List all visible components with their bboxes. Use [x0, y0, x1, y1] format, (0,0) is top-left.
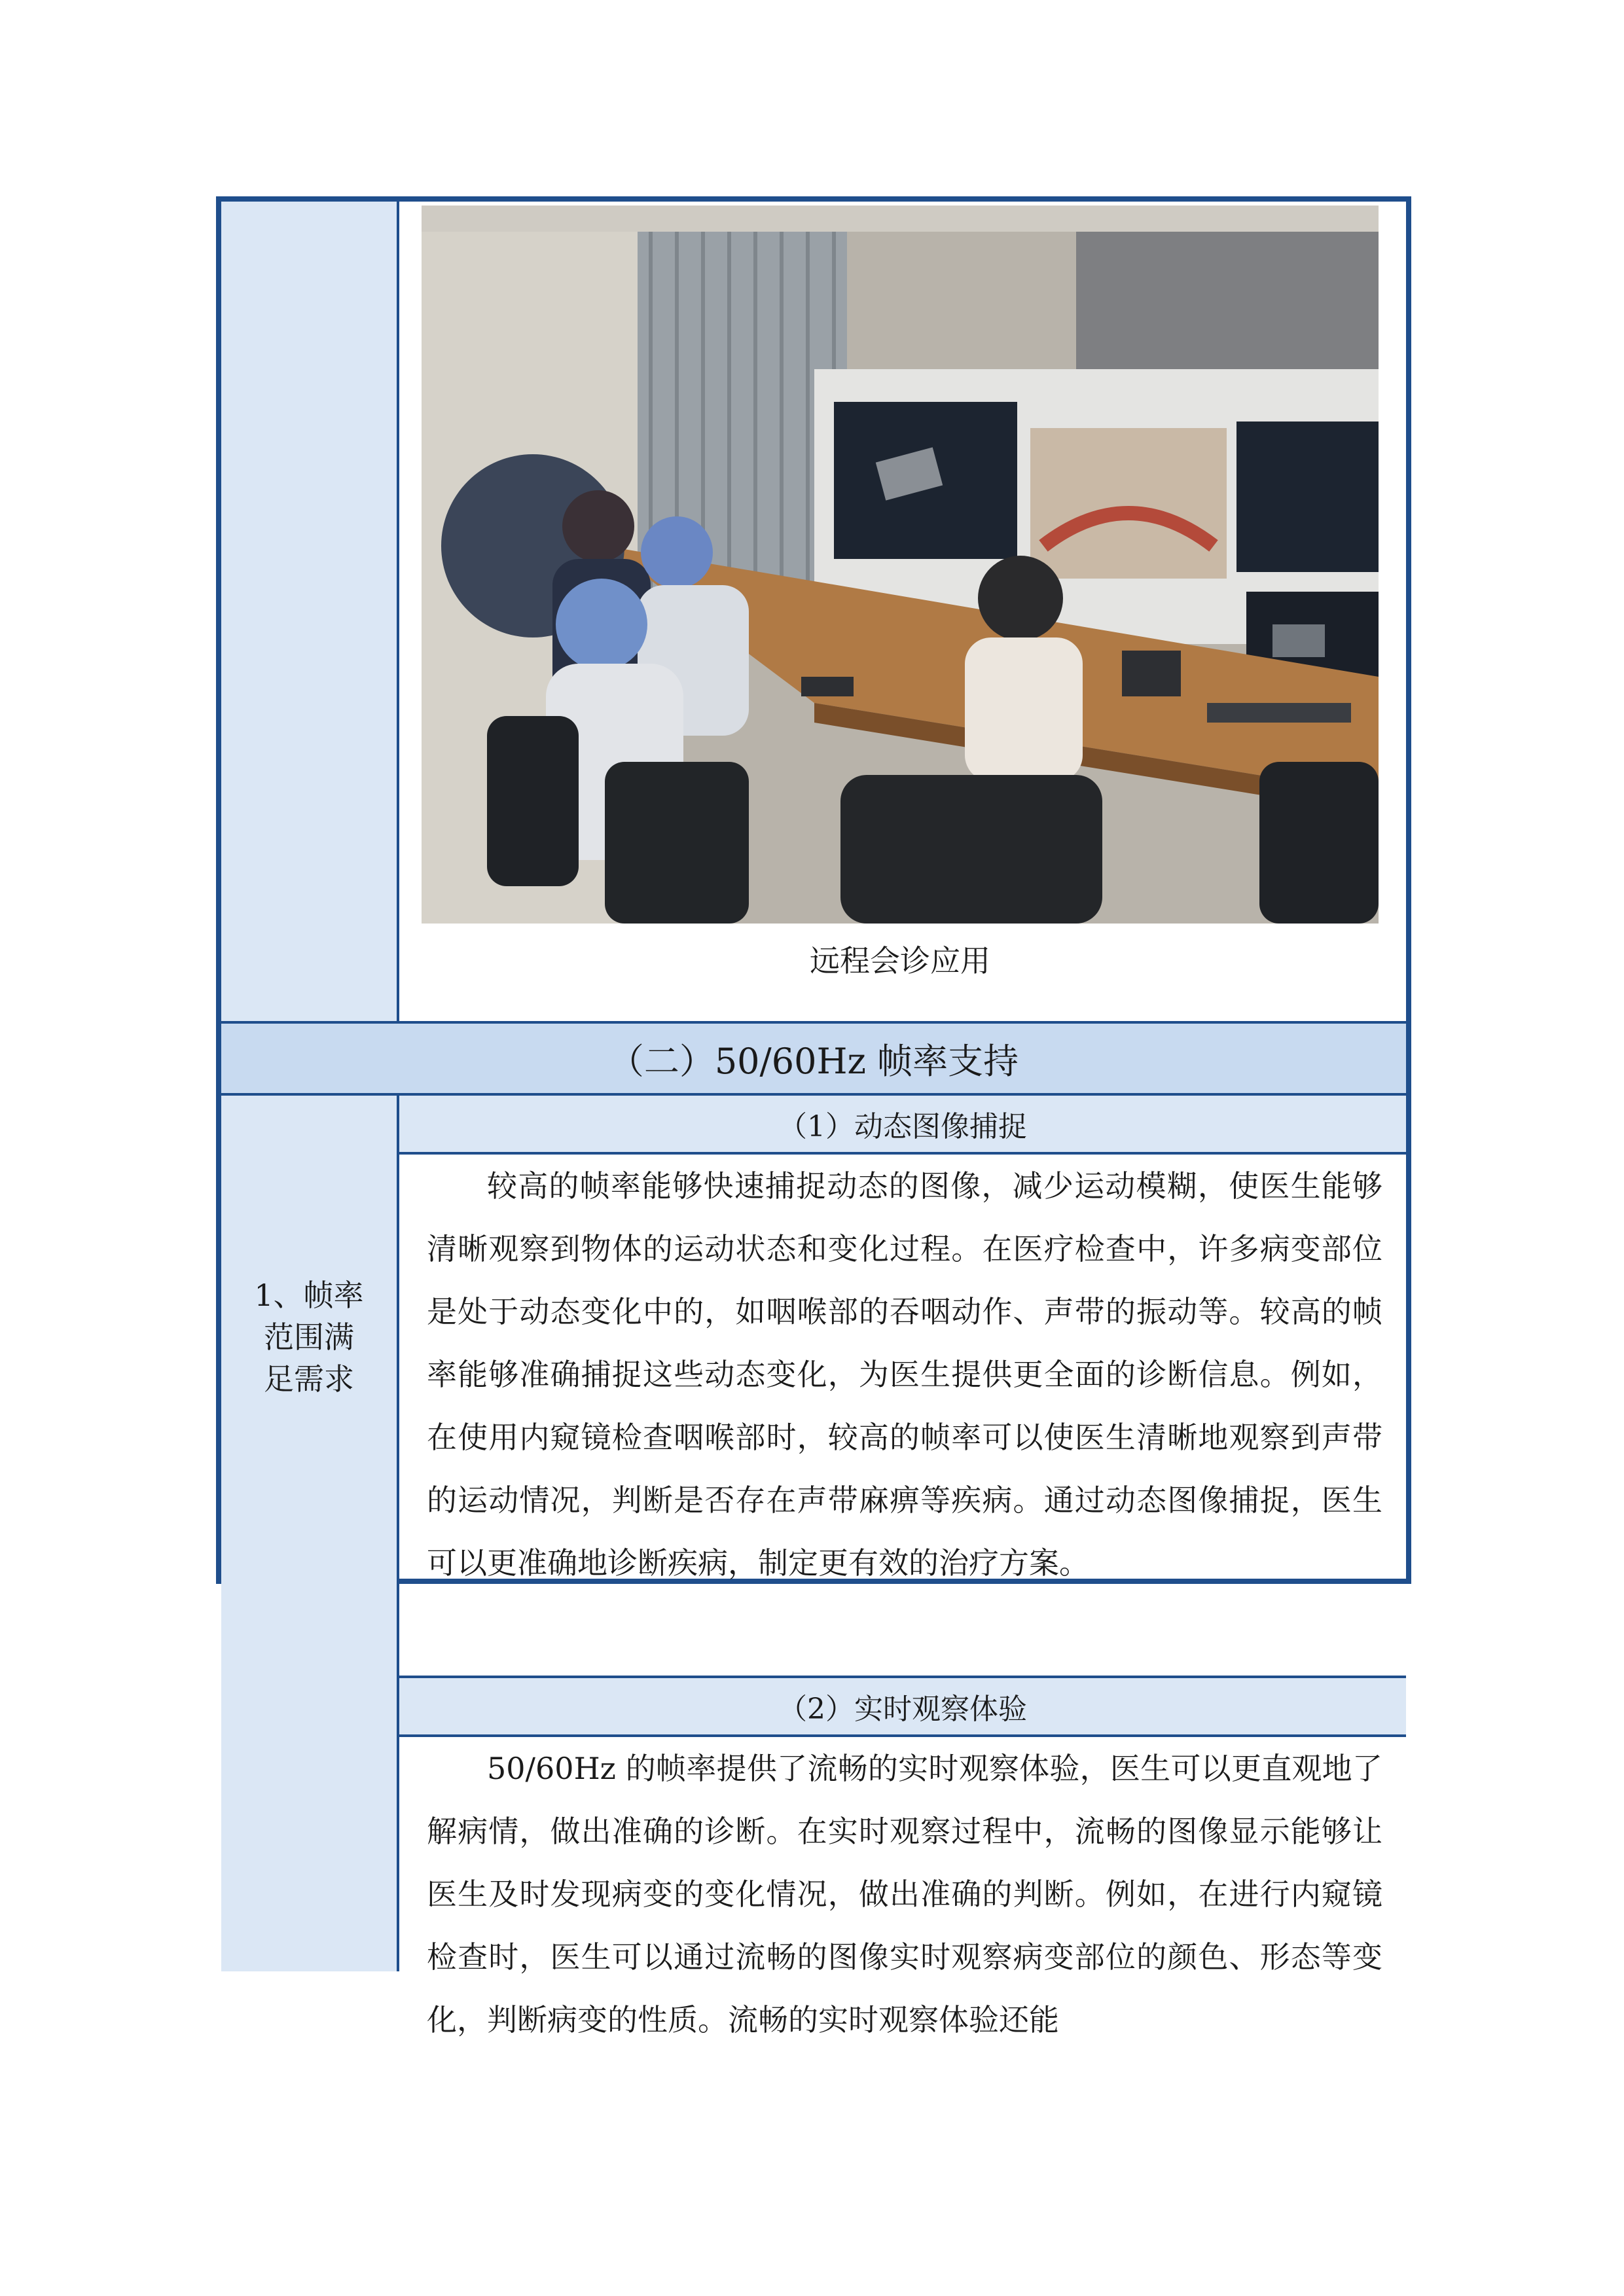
row-label-line: 范围满	[264, 1319, 354, 1355]
column-divider-lower	[397, 1579, 399, 1971]
row-label-extension	[221, 1579, 397, 1971]
subsection-body-realtime-observation: 50/60Hz 的帧率提供了流畅的实时观察体验，医生可以更直观地了解病情，做出准确的诊断。在实时观察过程中，流畅的图像显示能够让医生及时发现病变的变化情况，做出准确的判断。例如，在进行内窥镜检查时，医生可以通过流畅的图像实时观察病变部位的颜色、形态等变化，判断病变的性质。流畅的实时观察体验还能	[427, 1751, 1382, 2037]
remote-consultation-photo	[422, 206, 1379, 924]
row-label-frame-rate	[221, 1093, 397, 1579]
subsection-title-realtime-observation: （2）实时观察体验	[399, 1676, 1406, 1734]
subsection-body-dynamic-capture: 较高的帧率能够快速捕捉动态的图像，减少运动模糊，使医生能够清晰观察到物体的运动状态和变化过程。在医疗检查中，许多病变部位是处于动态变化中的，如咽喉部的吞咽动作、声带的振动等。较高的帧率能够准确捕捉这些动态变化，为医生提供更全面的诊断信息。例如，在使用内窥镜检查咽喉部时，较高的帧率可以使医生清晰地观察到声带的运动情况，判断是否存在声带麻痹等疾病。通过动态图像捕捉，医生可以更准确地诊断疾病，制定更有效的治疗方案。	[427, 1168, 1382, 1581]
column-divider-top	[397, 202, 399, 1021]
section-title: （二）50/60Hz 帧率支持	[221, 1021, 1406, 1093]
left-cell-empty	[221, 202, 397, 1021]
row-label-line: 足需求	[264, 1361, 354, 1397]
row-label-line: 1、帧率	[254, 1278, 364, 1313]
figure-caption: 远程会诊应用	[810, 943, 990, 978]
subsection-title-dynamic-capture: （1）动态图像捕捉	[399, 1093, 1406, 1152]
